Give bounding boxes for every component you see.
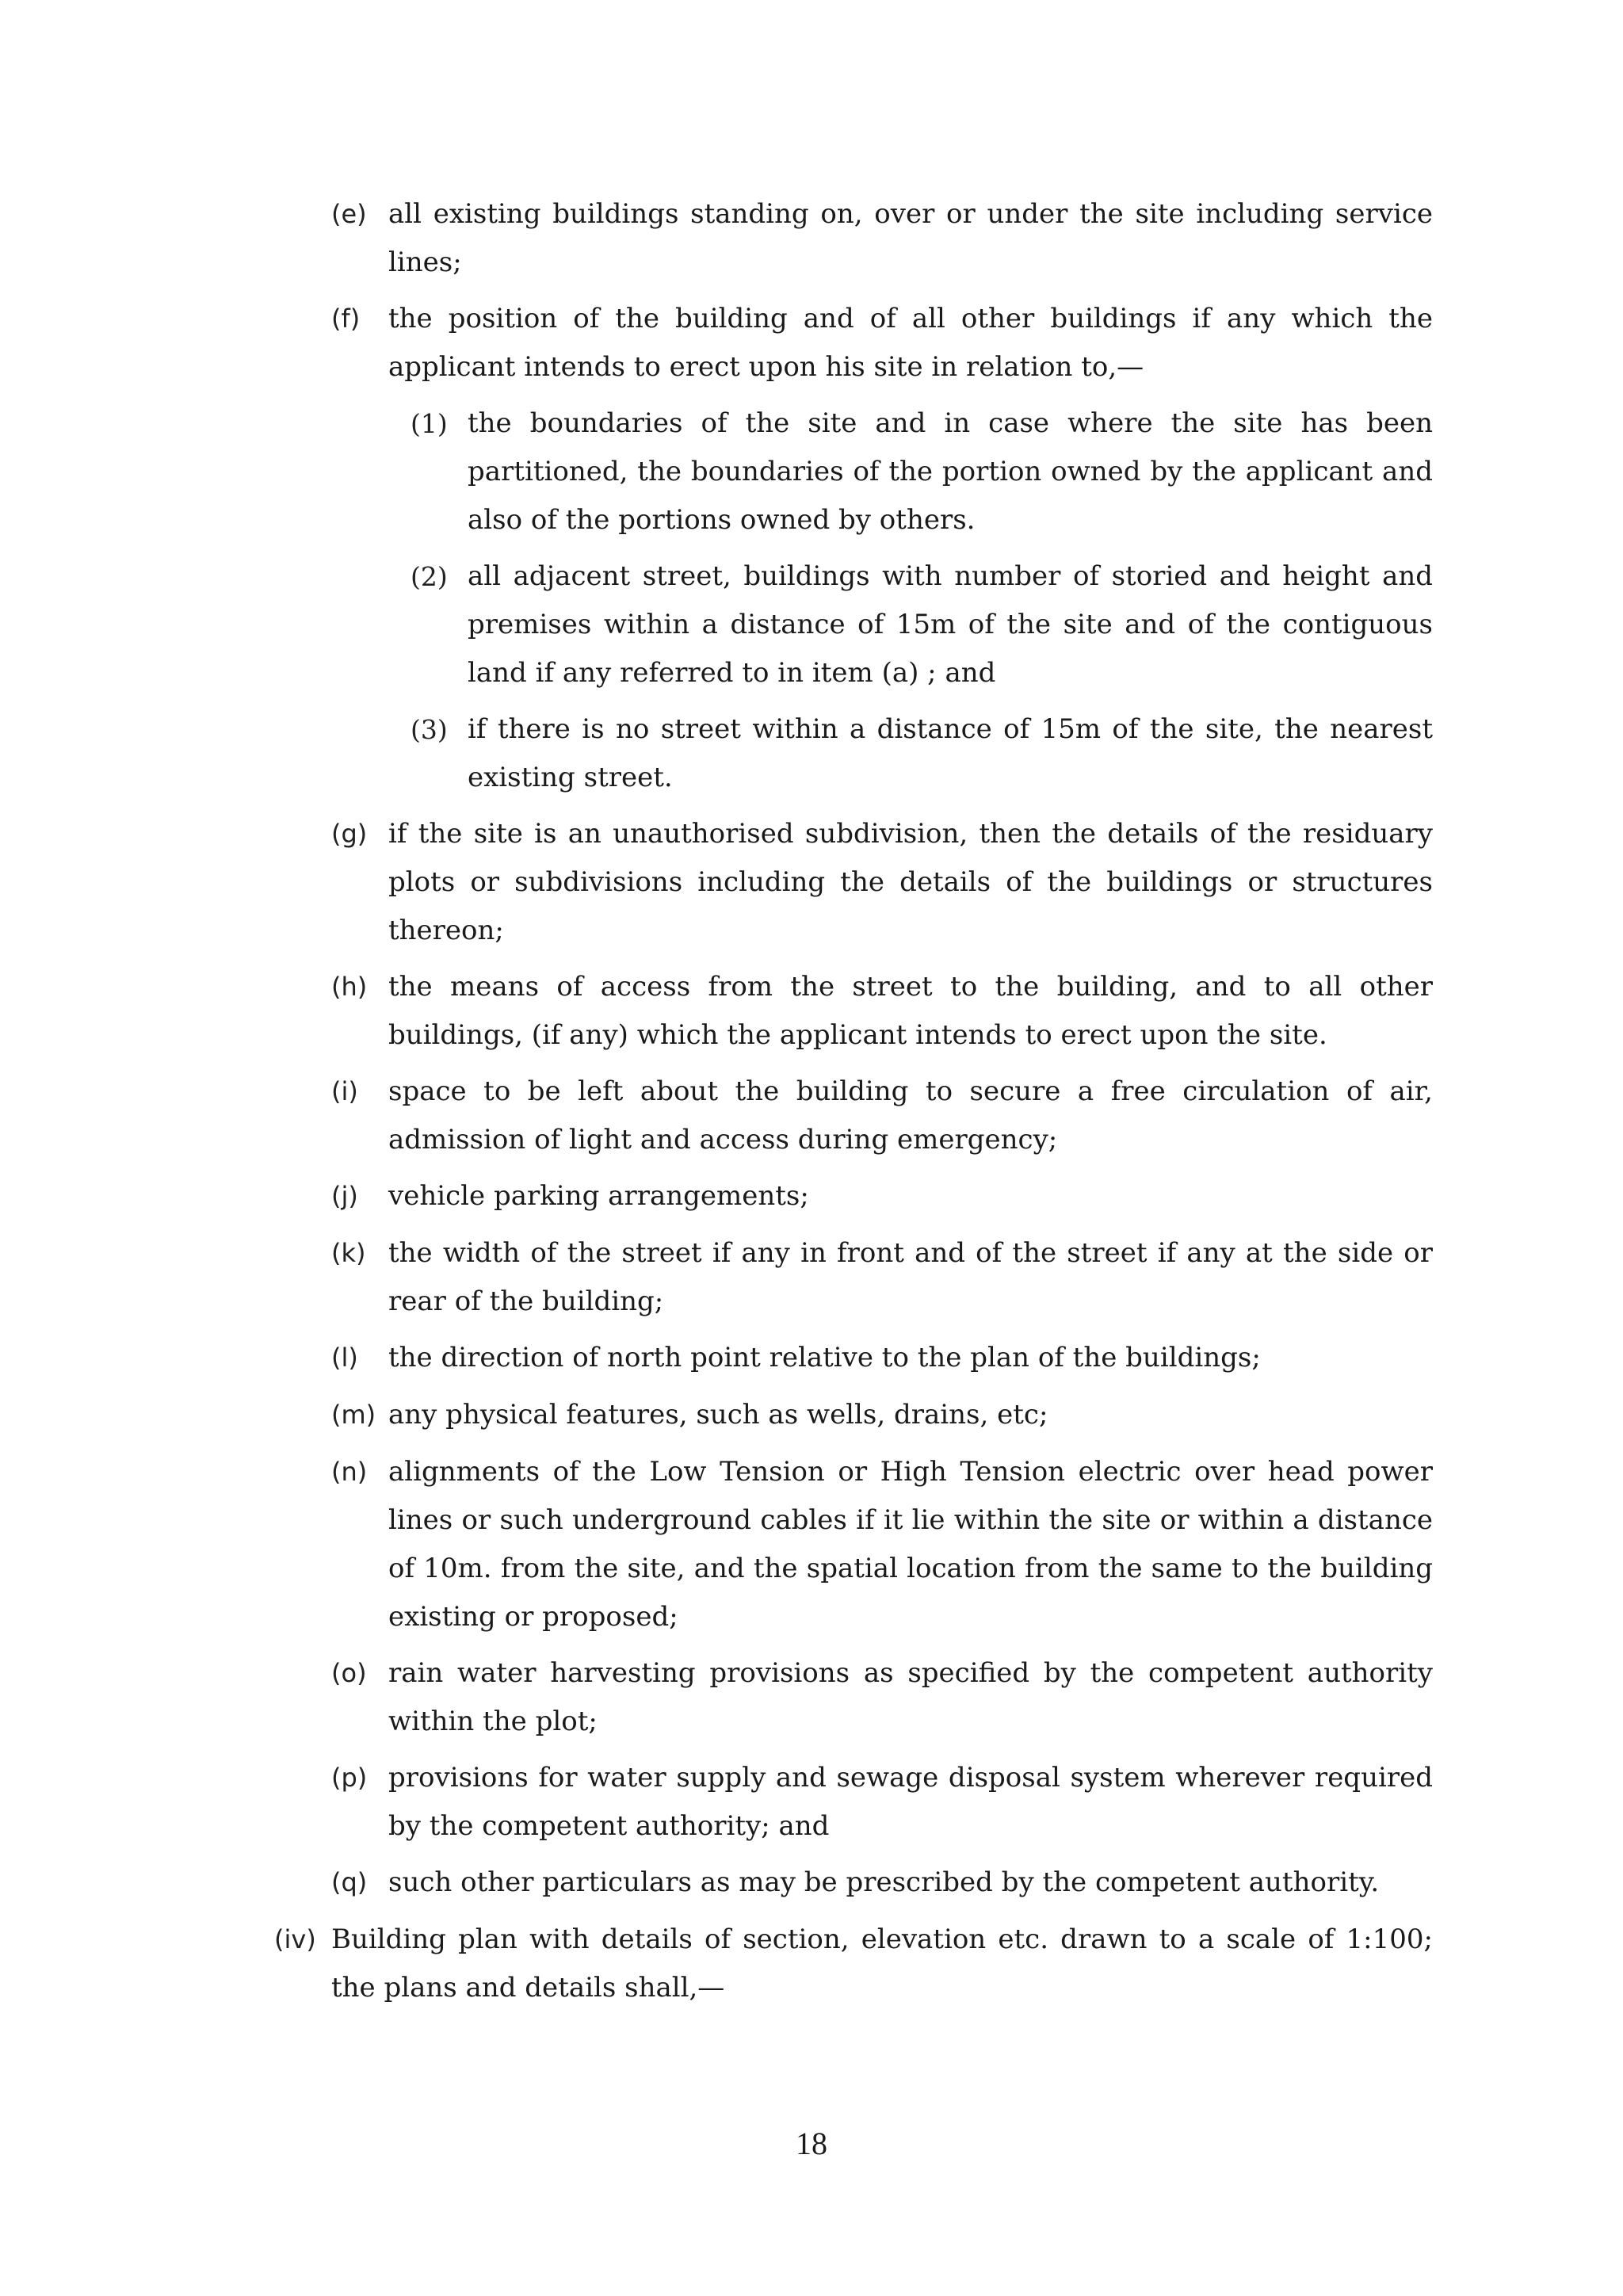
clause-text: alignments of the Low Tension or High Tension electric over head power lines or such underground cables if it lie within the site or within a distance of 10m. from the site, and the spatial location from the same to the building existing or proposed; <box>388 1456 1433 1633</box>
clause-label: (j) <box>331 1181 358 1211</box>
clause-p <box>331 1754 1433 1851</box>
subclause-label: (2) <box>411 561 448 592</box>
subclause-text: all adjacent street, buildings with number of storied and height and premises within a distance of 15m of the site and of the contiguous land if any referred to in item (a) ; and <box>468 560 1433 689</box>
clause-text: vehicle parking arrangements; <box>388 1180 809 1212</box>
clause-label: (m) <box>331 1400 376 1430</box>
clause-label: (g) <box>331 819 368 849</box>
clause-label: (h) <box>331 972 368 1002</box>
clause-text: if the site is an unauthorised subdivision, then the details of the residuary plots or subdivisions including the details of the buildings or structures thereon; <box>388 818 1433 946</box>
clause-l <box>331 1334 1433 1382</box>
clause-m <box>331 1391 1433 1439</box>
clause-text: the direction of north point relative to the plan of the buildings; <box>388 1342 1261 1373</box>
clause-i <box>331 1068 1433 1164</box>
subclause-f-3 <box>411 705 1433 802</box>
clause-label: (l) <box>331 1343 358 1373</box>
clause-text: the means of access from the street to the building, and to all other buildings, (if any) which the applicant intends to erect upon the site. <box>388 971 1433 1051</box>
page-number: 18 <box>796 2126 827 2161</box>
subclause-text: if there is no street within a distance of 15m of the site, the nearest existing street. <box>468 713 1433 793</box>
clause-o <box>331 1649 1433 1746</box>
clause-f <box>331 295 1433 392</box>
clause-text: the position of the building and of all other buildings if any which the applicant intends to erect upon his site in relation to,— <box>388 303 1433 383</box>
clause-k <box>331 1229 1433 1326</box>
clause-text: the width of the street if any in front and of the street if any at the side or rear of the building; <box>388 1237 1433 1317</box>
subclause-f-2 <box>411 552 1433 697</box>
clause-label: (o) <box>331 1658 367 1688</box>
clause-text: all existing buildings standing on, over or under the site including service lines; <box>388 198 1433 278</box>
subclause-label: (1) <box>411 408 448 439</box>
clause-j <box>331 1172 1433 1221</box>
clause-h <box>331 963 1433 1060</box>
clause-text: rain water harvesting provisions as specified by the competent authority within the plot; <box>388 1657 1433 1737</box>
clause-iv <box>274 1916 1433 2012</box>
clause-text: provisions for water supply and sewage disposal system wherever required by the competent authority; and <box>388 1762 1433 1842</box>
clause-label: (f) <box>331 304 361 334</box>
clause-label: (n) <box>331 1457 368 1487</box>
clause-label: (p) <box>331 1763 368 1793</box>
clause-text: any physical features, such as wells, drains, etc; <box>388 1399 1048 1431</box>
clause-label: (iv) <box>274 1924 316 1954</box>
clause-text: Building plan with details of section, elevation etc. drawn to a scale of 1:100; the plans and details shall,— <box>331 1924 1433 2004</box>
subclause-label: (3) <box>411 714 448 745</box>
clause-n <box>331 1448 1433 1641</box>
clause-label: (q) <box>331 1867 368 1897</box>
clause-g <box>331 810 1433 955</box>
clause-label: (k) <box>331 1238 366 1268</box>
clause-label: (i) <box>331 1076 358 1106</box>
clause-e <box>331 190 1433 287</box>
clause-label: (e) <box>331 199 367 229</box>
subclause-text: the boundaries of the site and in case where the site has been partitioned, the boundaries of the portion owned by the applicant and also of the portions owned by others. <box>468 407 1433 536</box>
clause-text: such other particulars as may be prescribed by the competent authority. <box>388 1866 1380 1898</box>
clause-text: space to be left about the building to secure a free circulation of air, admission of light and access during emergency; <box>388 1075 1433 1156</box>
clause-q <box>331 1859 1433 1907</box>
subclause-f-1 <box>411 399 1433 544</box>
